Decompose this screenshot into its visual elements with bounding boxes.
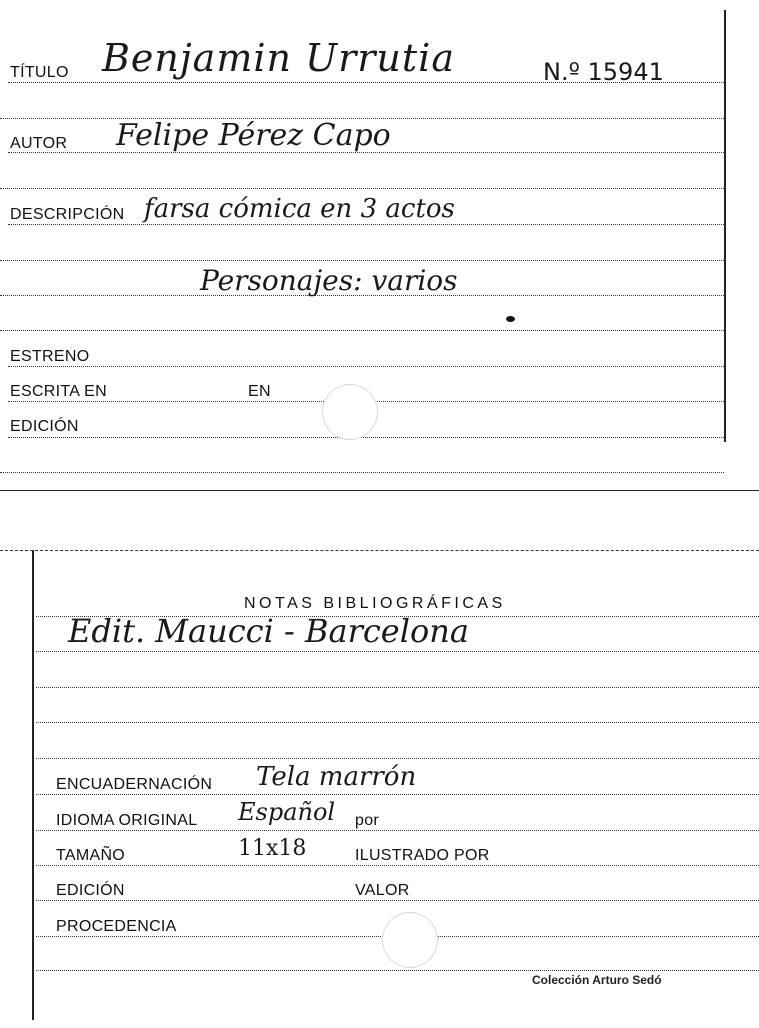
rule-line (36, 794, 759, 795)
rule-line (36, 900, 759, 901)
label-edicion: EDICIÓN (56, 882, 125, 899)
handwritten-description: farsa cómica en 3 actos (144, 194, 455, 224)
handwritten-size: 11x18 (238, 836, 307, 861)
label-ilustrado-por: ILUSTRADO POR (355, 847, 490, 864)
rule-line (0, 260, 724, 261)
label-valor: VALOR (355, 882, 410, 899)
rule-line (0, 188, 724, 189)
label-encuadernacion: ENCUADERNACIÓN (56, 776, 213, 793)
handwritten-characters: Personajes: varios (200, 264, 458, 297)
handwritten-language: Español (238, 798, 336, 826)
stamp-circle (322, 384, 378, 440)
rule-line (8, 366, 724, 367)
collection-footer: Colección Arturo Sedó (532, 973, 662, 987)
catalog-card-top (0, 0, 759, 500)
rule-line (36, 722, 759, 723)
rule-line (0, 330, 724, 331)
handwritten-author: Felipe Pérez Capo (116, 118, 391, 153)
card-right-border (724, 10, 726, 442)
rule-line (8, 224, 724, 225)
label-escrita-en: ESCRITA EN (10, 383, 107, 400)
catalog-card-bottom (0, 540, 759, 1028)
rule-line (36, 865, 759, 866)
card-top-edge (0, 550, 759, 551)
rule-line (36, 651, 759, 652)
rule-line (8, 437, 724, 438)
handwritten-title: Benjamin Urrutia (102, 36, 455, 80)
rule-line (36, 687, 759, 688)
heading-notas-bibliograficas: NOTAS BIBLIOGRÁFICAS (244, 595, 506, 612)
ink-dot (506, 316, 515, 322)
label-titulo: TÍTULO (10, 64, 69, 81)
rule-line (0, 472, 724, 473)
label-idioma-original: IDIOMA ORIGINAL (56, 812, 198, 829)
label-procedencia: PROCEDENCIA (56, 918, 177, 935)
stamp-circle (382, 912, 438, 968)
label-descripcion: DESCRIPCIÓN (10, 206, 125, 223)
rule-line (36, 830, 759, 831)
label-autor: AUTOR (10, 135, 68, 152)
label-edicion: EDICIÓN (10, 418, 79, 435)
card-left-border (32, 550, 34, 1020)
label-estreno: ESTRENO (10, 348, 90, 365)
rule-line (36, 758, 759, 759)
card-bottom-edge (0, 490, 759, 491)
rule-line (36, 970, 759, 971)
handwritten-catalog-number: N.º 15941 (543, 58, 664, 86)
label-en: EN (248, 383, 271, 400)
label-por: por (355, 812, 380, 829)
handwritten-binding: Tela marrón (256, 762, 417, 792)
label-tamano: TAMAÑO (56, 847, 126, 864)
handwritten-publisher: Edit. Maucci - Barcelona (68, 612, 469, 650)
